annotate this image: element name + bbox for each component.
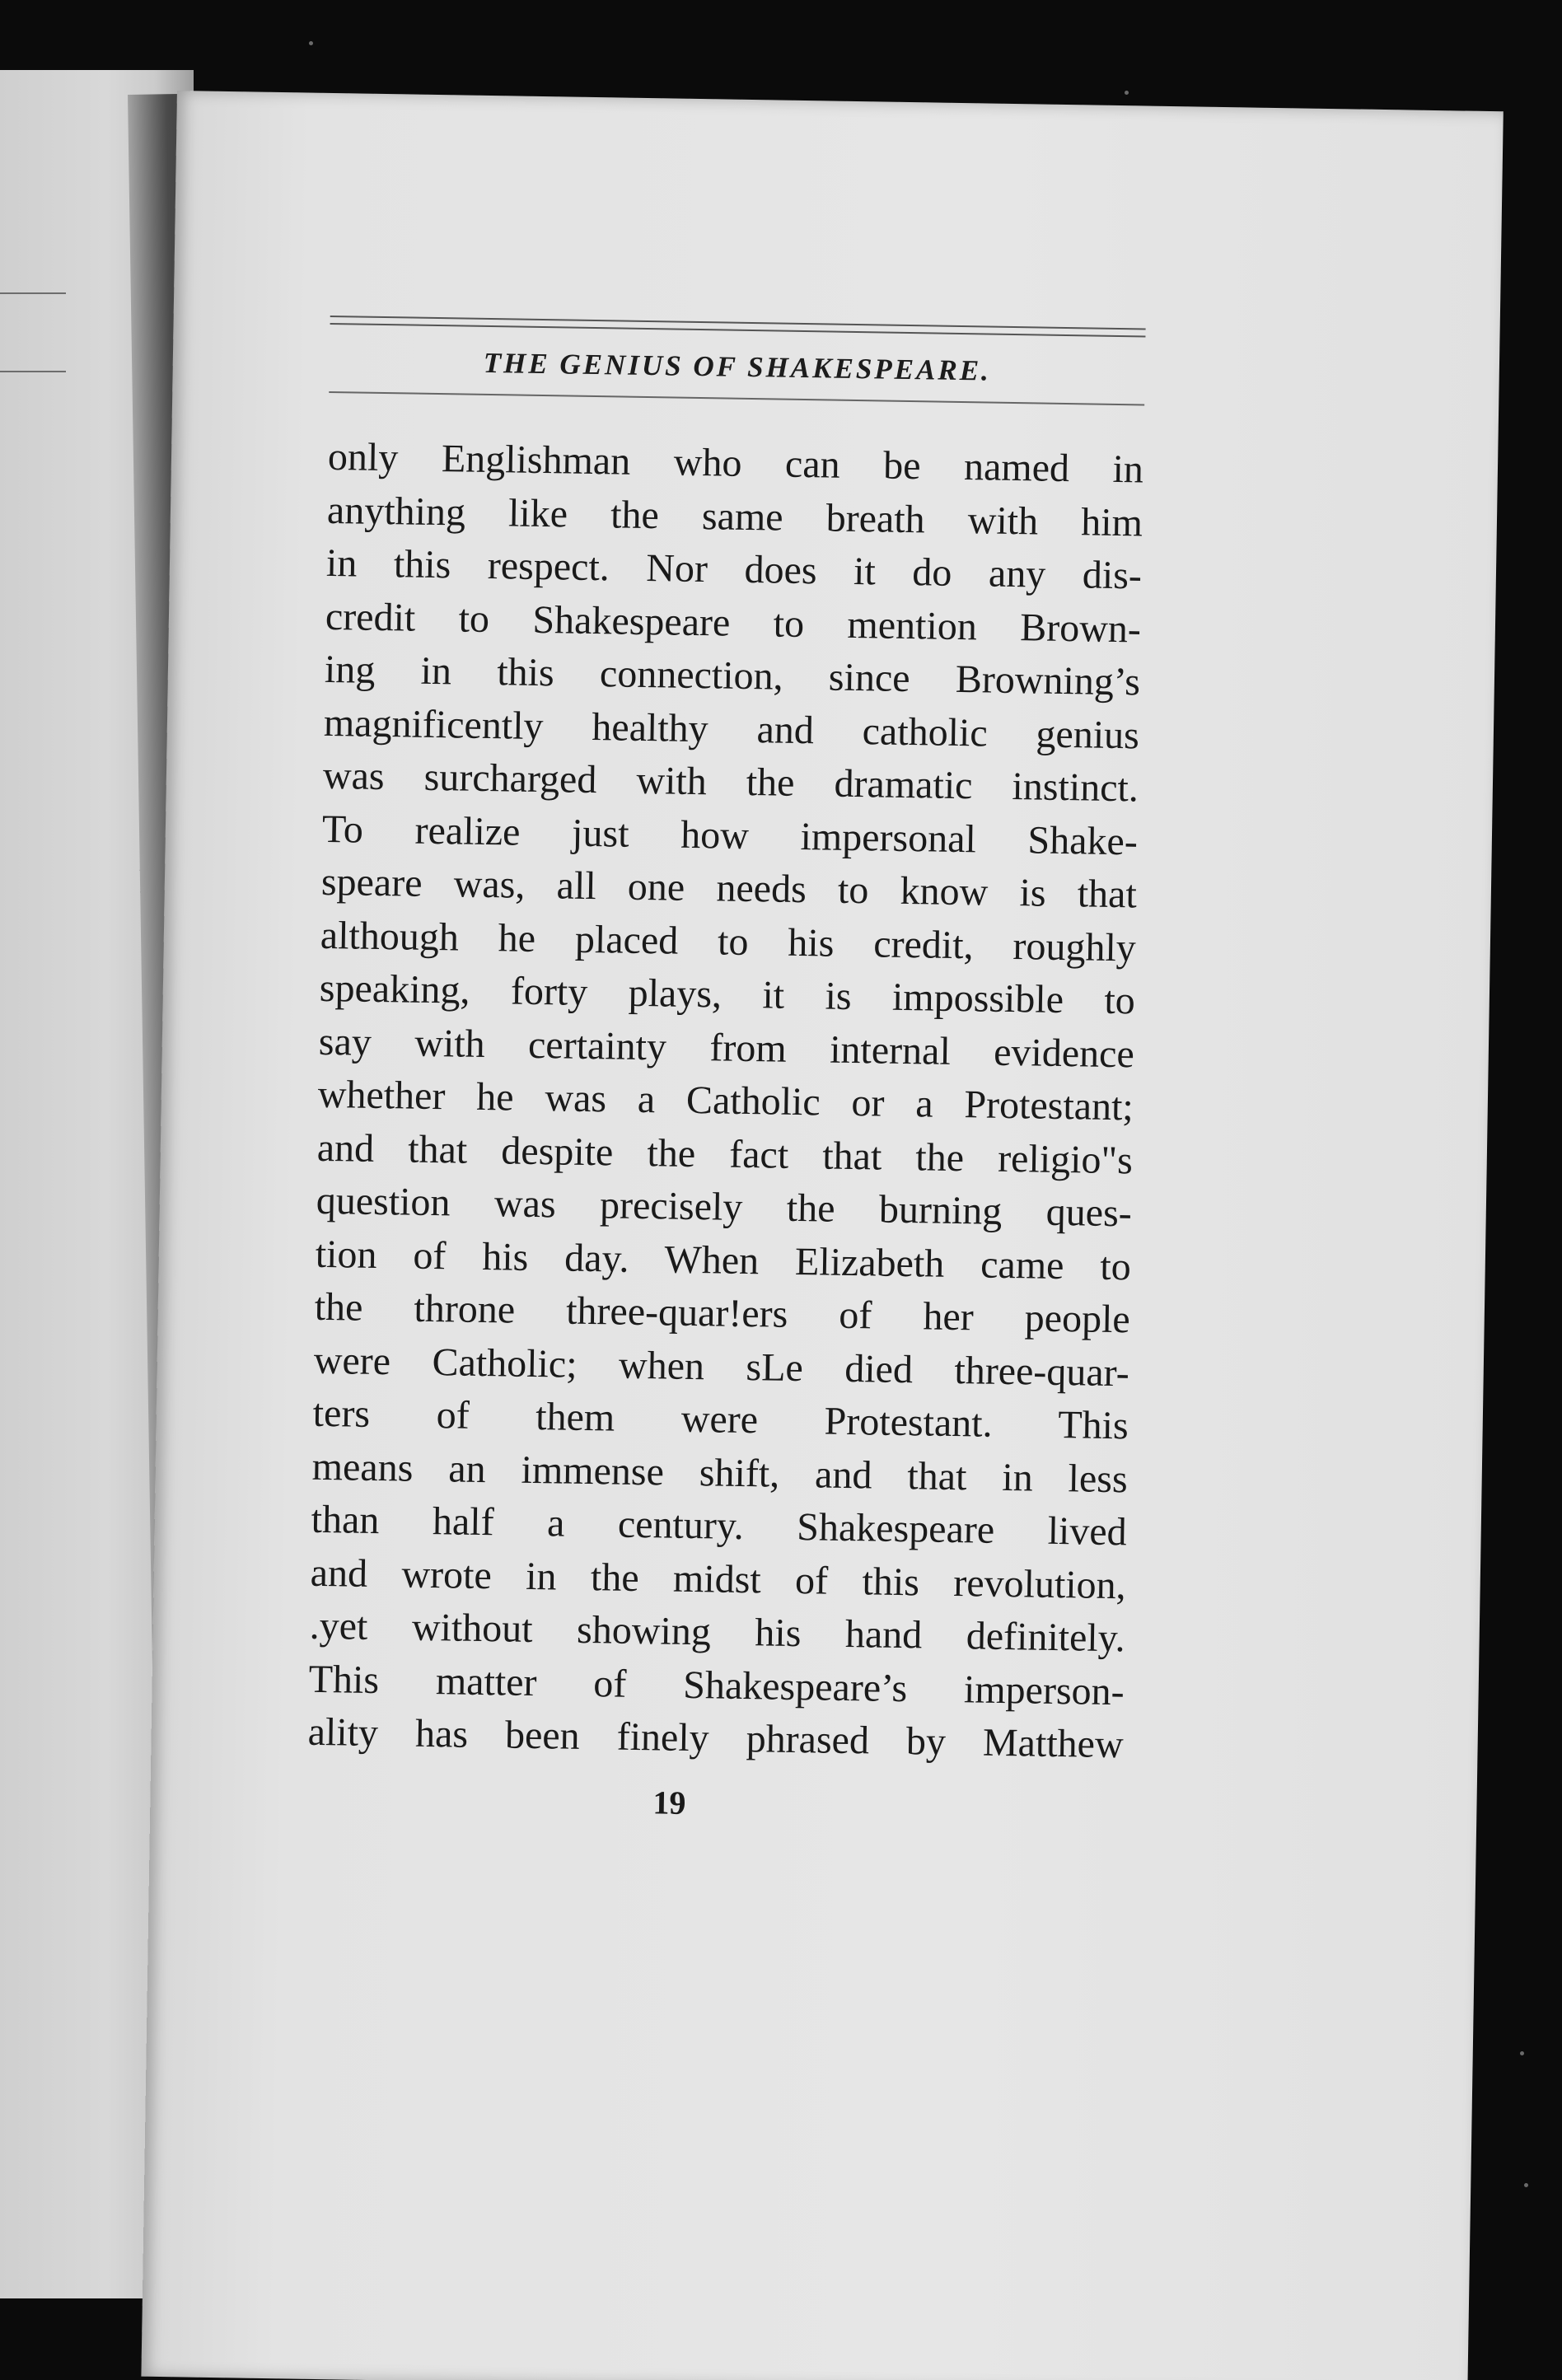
scan-speck (309, 41, 313, 45)
body-line: although he placed to his credit, roughly (320, 913, 1137, 970)
body-line: in this respect. Nor does it do any dis- (325, 540, 1143, 598)
body-line: speare was, all one needs to know is that (320, 859, 1138, 917)
body-line: ters of them were Protestant. This (312, 1391, 1129, 1448)
header-rules (330, 316, 1146, 338)
scan-speck (1125, 91, 1129, 95)
body-line: were Catholic; when sLe died three-quar- (313, 1338, 1130, 1395)
body-text (307, 431, 1143, 1772)
body-line: To realize just how impersonal Shake- (321, 807, 1139, 863)
previous-page-rule-bottom (0, 371, 66, 372)
body-line: say with certainty from internal evidence (318, 1019, 1135, 1076)
body-line: whether he was a Catholic or a Protestant; (317, 1072, 1134, 1129)
body-line: only Englishman who can be named in (327, 434, 1144, 492)
header-underline (329, 391, 1144, 406)
body-line: ing in this connection, since Browning’s (324, 647, 1141, 704)
body-line: the throne three-quar!ers of her people (314, 1284, 1131, 1342)
scan-speck (1524, 2183, 1528, 2187)
previous-page-rule-top (0, 292, 66, 294)
body-line: ality has been finely phrased by Matthew (307, 1709, 1125, 1767)
page-number: 19 (652, 1784, 686, 1821)
running-head: THE GENIUS OF SHAKESPEARE. (483, 346, 992, 387)
body-line: and wrote in the midst of this revolution, (310, 1550, 1127, 1607)
scan-speck (1520, 2051, 1524, 2055)
body-line: than half a century. Shakespeare lived (311, 1497, 1128, 1555)
body-line: credit to Shakespeare to mention Brown- (325, 594, 1142, 651)
body-line: .yet without showing his hand definitely. (309, 1603, 1126, 1661)
body-line: magnificently healthy and catholic genius (323, 700, 1140, 757)
body-line: speaking, forty plays, it is impossible to (319, 966, 1136, 1023)
body-line: tion of his day. When Elizabeth came to (315, 1232, 1132, 1288)
body-line: means an immense shift, and that in less (311, 1444, 1129, 1501)
body-line: was surcharged with the dramatic instinct. (322, 753, 1139, 811)
body-line: and that despite the fact that the religio"s (316, 1125, 1134, 1182)
book-page (141, 91, 1503, 2380)
body-line: question was precisely the burning ques- (316, 1178, 1133, 1236)
body-line: anything like the same breath with him (326, 488, 1143, 545)
body-line: This matter of Shakespeare’s imperson- (308, 1657, 1125, 1714)
